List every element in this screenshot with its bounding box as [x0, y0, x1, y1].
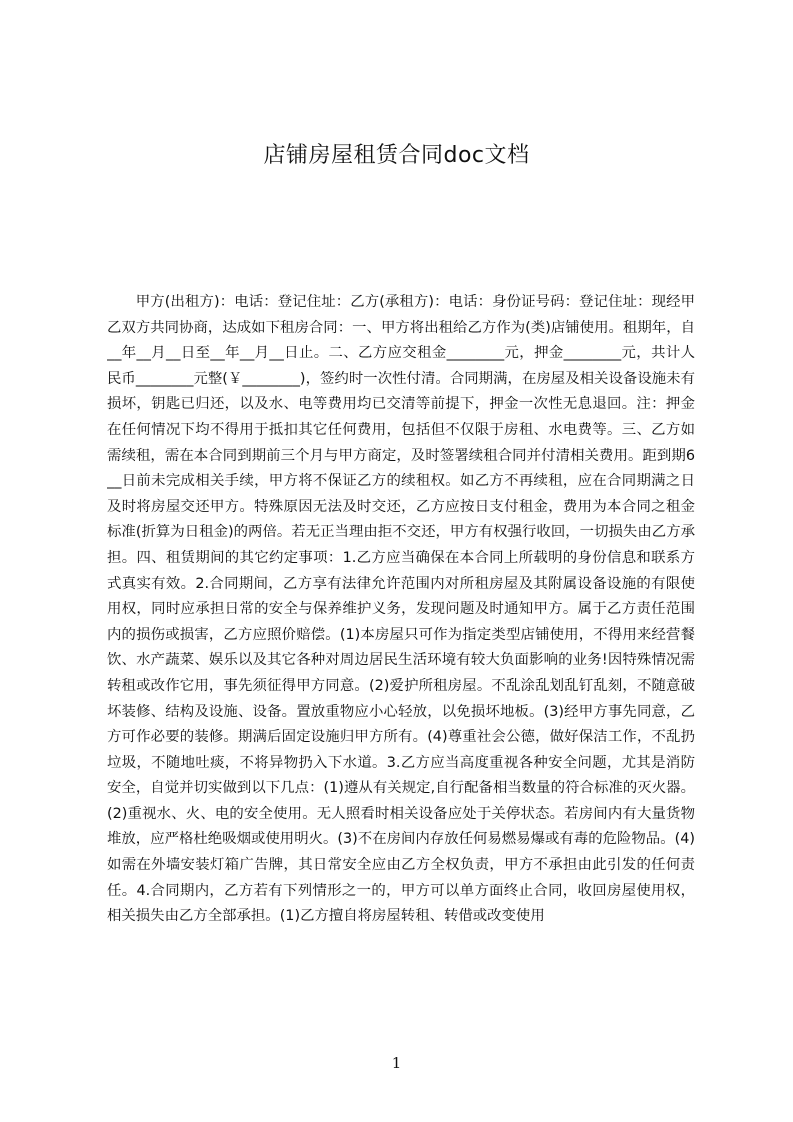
document-title: 店铺房屋租赁合同doc文档	[263, 143, 530, 168]
contract-body	[107, 290, 695, 1010]
page-number: 1	[391, 1054, 402, 1072]
contract-paragraph: 甲方(出租方)：电话：登记住址：乙方(承租方)：电话：身份证号码：登记住址：现经甲乙双方共同协商，达成如下租房合同：一、甲方将出租给乙方作为(类)店铺使用。租期年，自__年__月__日至__年__月__日止。二、乙方应交租金________元，押金________元，共计人民币________元整(￥________)，签约时一次性付清。合同期满，在房屋及相关设备设施未有损坏，钥匙已归还，以及水、电等费用均已交清等前提下，押金一次性无息退回。注：押金在任何情况下均不得用于抵扣其它任何费用，包括但不仅限于房租、水电费等。三、乙方如需续租，需在本合同到期前三个月与甲方商定，及时签署续租合同并付清相关费用。距到期6__日前未完成相关手续，甲方将不保证乙方的续租权。如乙方不再续租，应在合同期满之日及时将房屋交还甲方。特殊原因无法及时交还，乙方应按日支付租金，费用为本合同之租金标准(折算为日租金)的两倍。若无正当理由拒不交还，甲方有权强行收回，一切损失由乙方承担。四、租赁期间的其它约定事项：1.乙方应当确保在本合同上所载明的身份信息和联系方式真实有效。2.合同期间，乙方享有法律允许范围内对所租房屋及其附属设备设施的有限使用权，同时应承担日常的安全与保养维护义务，发现问题及时通知甲方。属于乙方责任范围内的损伤或损害，乙方应照价赔偿。(1)本房屋只可作为指定类型店铺使用，不得用来经营餐饮、水产蔬菜、娱乐以及其它各种对周边居民生活环境有较大负面影响的业务!因特殊情况需转租或改作它用，事先须征得甲方同意。(2)爱护所租房屋。不乱涂乱划乱钉乱刻，不随意破坏装修、结构及设施、设备。置放重物应小心轻放，以免损坏地板。(3)经甲方事先同意，乙方可作必要的装修。期满后固定设施归甲方所有。(4)尊重社会公德，做好保洁工作，不乱扔垃圾，不随地吐痰，不将异物扔入下水道。3.乙方应当高度重视各种安全问题，尤其是消防安全，自觉并切实做到以下几点：(1)遵从有关规定,自行配备相当数量的符合标准的灭火器。 (2)重视水、火、电的安全使用。无人照看时相关设备应处于关停状态。若房间内有大量货物堆放，应严格杜绝吸烟或使用明火。(3)不在房间内存放任何易燃易爆或有毒的危险物品。(4)如需在外墙安装灯箱广告牌，其日常安全应由乙方全权负责，甲方不承担由此引发的任何责任。4.合同期内，乙方若有下列情形之一的，甲方可以单方面终止合同，收回房屋使用权，相关损失由乙方全部承担。(1)乙方擅自将房屋转租、转借或改变使用	[107, 294, 695, 925]
